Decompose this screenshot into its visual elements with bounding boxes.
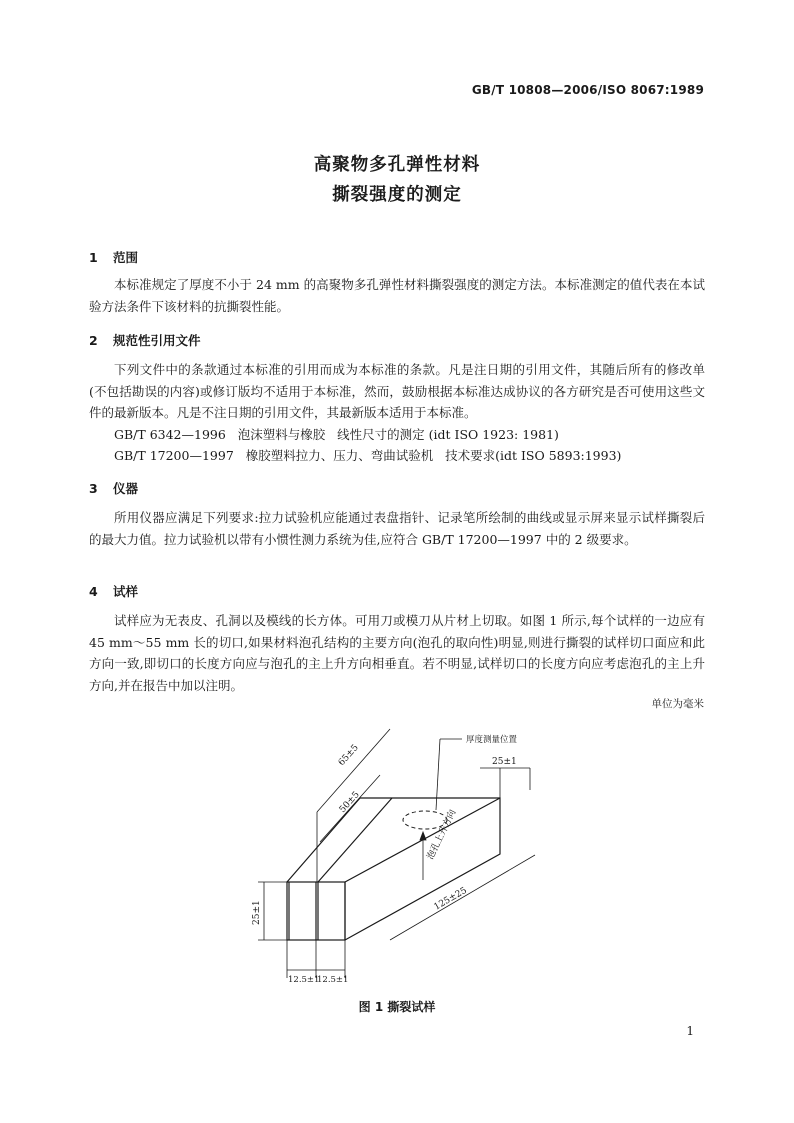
section-title: 试样 — [113, 584, 139, 599]
figure-1 — [230, 720, 560, 994]
section-title: 范围 — [113, 250, 139, 265]
dim-65-label: 65±5 — [336, 742, 361, 769]
standard-code: GB/T 10808—2006/ISO 8067:1989 — [471, 83, 704, 97]
section-4-heading — [89, 582, 138, 600]
dim-125-label: 125±25 — [432, 885, 469, 913]
section-number: 4 — [89, 584, 98, 599]
dim-25-left-label: 25±1 — [252, 900, 262, 925]
leader-line — [436, 739, 440, 810]
paragraph: 本标准规定了厚度不小于 24 mm 的高聚物多孔弹性材料撕裂强度的测定方法。本标准测定的值代表在本试验方法条件下该材料的抗撕裂性能。 — [89, 277, 705, 314]
figure-caption: 图 1 撕裂试样 — [358, 1000, 436, 1014]
page-title-line2: 撕裂强度的测定 — [332, 185, 462, 205]
paragraph: 试样应为无表皮、孔洞以及模线的长方体。可用刀或模刀从片材上切取。如图 1 所示,每个试样的一边应有 45 mm～55 mm 长的切口,如果材料泡孔结构的主要方向(泡孔的取向性)明显,则进行撕裂的试样切口面应和此方向一致,即切口的长度方向应与泡孔的主上升方向相垂直。若不明显,试样切口的长度方向应考虑泡孔的主上升方向,并在报告中加以注明。 — [89, 613, 705, 693]
section-1-body — [89, 274, 705, 317]
reference-item: GB/T 6342—1996 泡沫塑料与橡胶 线性尺寸的测定 (idt ISO 1923: 1981) — [114, 427, 559, 442]
section-2-heading — [89, 331, 201, 349]
top-face-outline — [287, 798, 500, 940]
page-title-line1: 高聚物多孔弹性材料 — [313, 155, 481, 175]
dim-25-top-label: 25±1 — [492, 757, 517, 767]
section-3-heading — [89, 479, 138, 497]
rise-arrow-head — [420, 832, 426, 840]
dim-12-5-b-label: 12.5±1 — [317, 975, 349, 985]
paragraph: 所用仪器应满足下列要求:拉力试验机应能通过表盘指针、记录笔所绘制的曲线或显示屏来显示试样撕裂后的最大力值。拉力试验机以带有小惯性测力系统为佳,应符合 GB/T 17200—1997 中的 2 级要求。 — [89, 510, 705, 547]
cut-top-edge — [318, 798, 392, 882]
dim-50-label: 50±5 — [337, 789, 362, 816]
section-3-body — [89, 507, 705, 550]
thickness-position-label: 厚度测量位置 — [466, 735, 518, 745]
section-number: 2 — [89, 333, 98, 348]
rise-direction-label: 泡孔上升方向 — [425, 808, 459, 862]
section-number: 3 — [89, 481, 98, 496]
dim-12-5-a-label: 12.5±1 — [288, 975, 320, 985]
section-4-body — [89, 610, 705, 696]
tear-specimen-diagram — [230, 720, 560, 990]
page-number: 1 — [686, 1024, 694, 1038]
section-number: 1 — [89, 250, 98, 265]
section-2-body — [89, 359, 705, 424]
unit-note: 单位为毫米 — [651, 698, 704, 710]
section-title: 仪器 — [113, 481, 139, 496]
section-title: 规范性引用文件 — [113, 333, 201, 348]
reference-item: GB/T 17200—1997 橡胶塑料拉力、压力、弯曲试验机 技术要求(idt ISO 5893:1993) — [114, 448, 622, 463]
section-1-heading — [89, 248, 138, 266]
paragraph: 下列文件中的条款通过本标准的引用而成为本标准的条款。凡是注日期的引用文件，其随后所有的修改单(不包括勘误的内容)或修订版均不适用于本标准，然而，鼓励根据本标准达成协议的各方研究是否可使用这些文件的最新版本。凡是不注日期的引用文件，其最新版本适用于本标准。 — [89, 362, 705, 420]
